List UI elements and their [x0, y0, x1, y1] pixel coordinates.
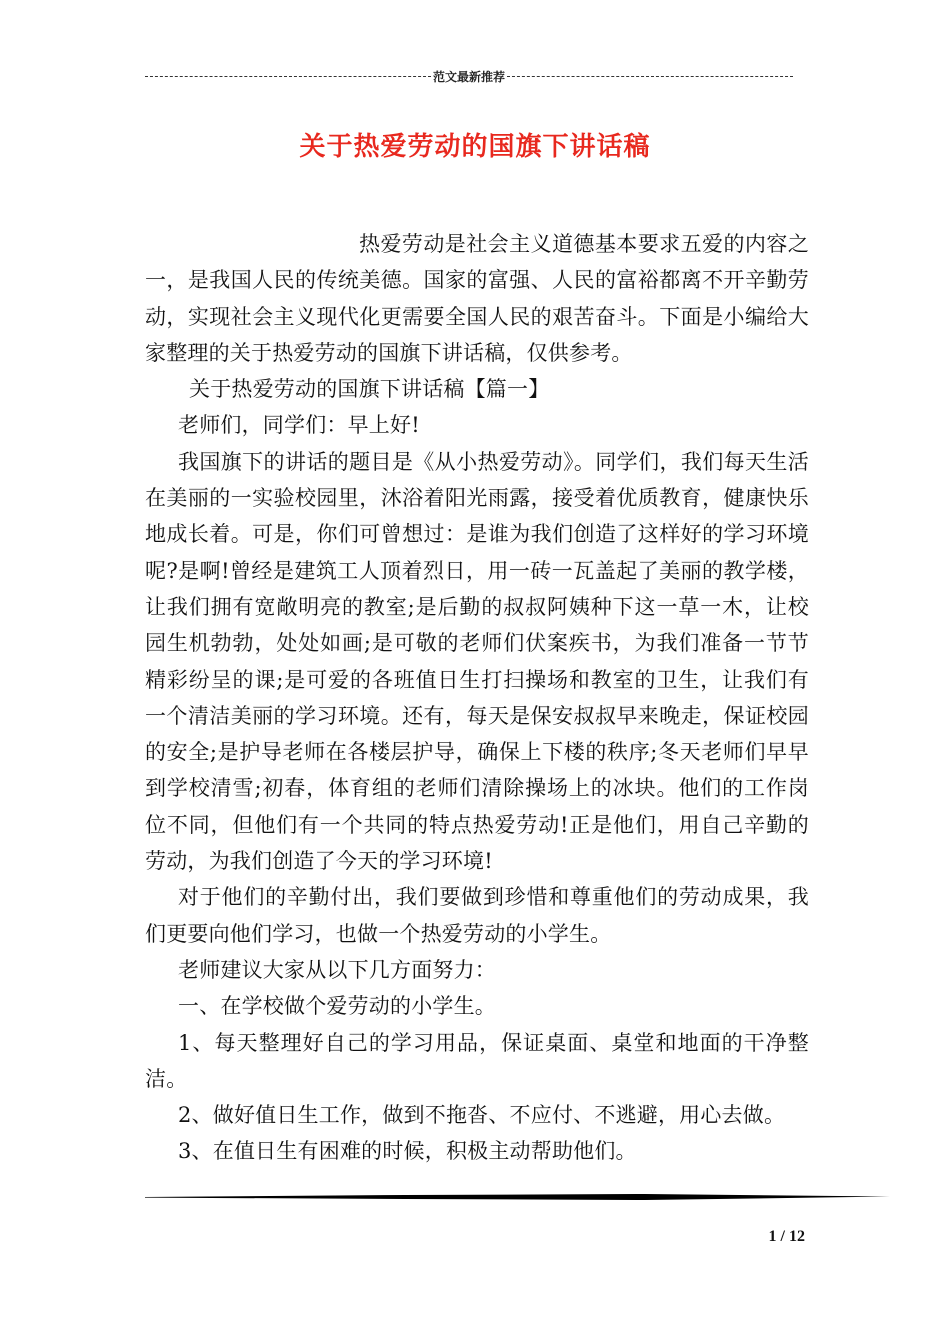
- header-dash-right: [507, 76, 793, 77]
- list-item: 1、每天整理好自己的学习用品，保证桌面、桌堂和地面的干净整洁。: [145, 1030, 809, 1091]
- list-item: 2、做好值日生工作，做到不拖沓、不应付、不逃避，用心去做。: [178, 1103, 786, 1128]
- document-body: [145, 226, 809, 1170]
- document-title: 关于热爱劳动的国旗下讲话稿: [299, 132, 651, 162]
- list-heading: 一、在学校做个爱劳动的小学生。: [178, 994, 496, 1019]
- greeting-paragraph: 老师们，同学们：早上好!: [178, 413, 420, 438]
- list-item: 3、在值日生有困难的时候，积极主动帮助他们。: [178, 1139, 637, 1164]
- body-paragraph: 老师建议大家从以下几方面努力：: [178, 957, 496, 982]
- header-label: 范文最新推荐: [433, 69, 506, 84]
- body-paragraph: 对于他们的辛勤付出，我们要做到珍惜和尊重他们的劳动成果，我们更要向他们学习，也做一个热爱劳动的小学生。: [145, 885, 809, 946]
- header-dash-left: [145, 76, 431, 77]
- page-header: [145, 66, 793, 86]
- footer-rule: [145, 1194, 890, 1200]
- section-heading: 关于热爱劳动的国旗下讲话稿【篇一】: [189, 377, 550, 402]
- page-number: 1 / 12: [768, 1228, 805, 1245]
- intro-paragraph: 热爱劳动是社会主义道德基本要求五爱的内容之一，是我国人民的传统美德。国家的富强、人民的富裕都离不开辛勤劳动，实现社会主义现代化更需要全国人民的艰苦奋斗。下面是小编给大家整理的关于热爱劳动的国旗下讲话稿，仅供参考。: [145, 232, 809, 365]
- body-paragraph: 我国旗下的讲话的题目是《从小热爱劳动》。同学们，我们每天生活在美丽的一实验校园里，沐浴着阳光雨露，接受着优质教育，健康快乐地成长着。可是，你们可曾想过：是谁为我们创造了这样好的学习环境呢?是啊!曾经是建筑工人顶着烈日，用一砖一瓦盖起了美丽的教学楼，让我们拥有宽敞明亮的教室;是后勤的叔叔阿姨种下这一草一木，让校园生机勃勃，处处如画;是可敬的老师们伏案疾书，为我们准备一节节精彩纷呈的课;是可爱的各班值日生打扫操场和教室的卫生，让我们有一个清洁美丽的学习环境。还有，每天是保安叔叔早来晚走，保证校园的安全;是护导老师在各楼层护导，确保上下楼的秩序;冬天老师们早早到学校清雪;初春，体育组的老师们清除操场上的冰块。他们的工作岗位不同，但他们有一个共同的特点热爱劳动!正是他们，用自己辛勤的劳动，为我们创造了今天的学习环境!: [145, 449, 809, 874]
